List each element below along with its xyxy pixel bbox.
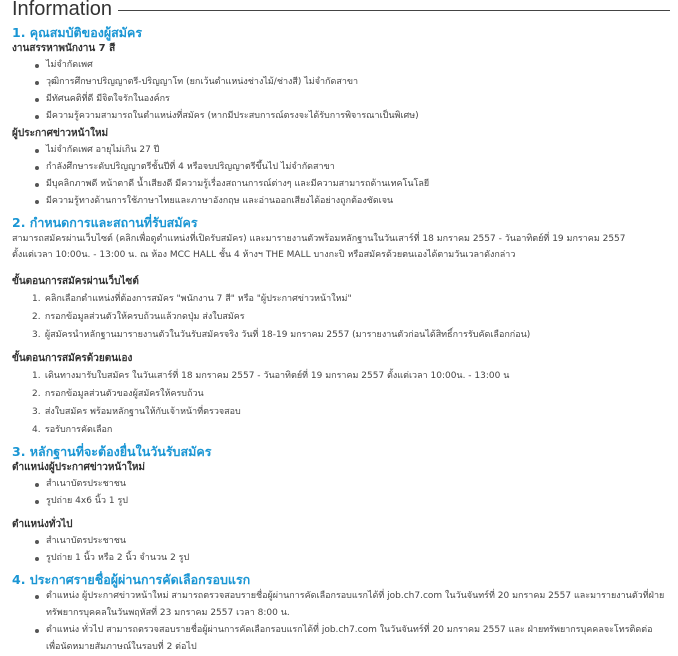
documents-list-general (12, 533, 670, 567)
schedule-intro-line2: ตั้งแต่เวลา 10:00น. - 13:00 น. ณ ห้อง MCC HALL ชั้น 4 ห้างฯ THE MALL บางกะปิ หรือสมัครด้วยตนเองได้ตามวันเวลาดังกล่าว (12, 250, 516, 260)
list-item: มีความรู้ทางด้านการใช้ภาษาไทยและภาษาอังกฤษ และอ่านออกเสียงได้อย่างถูกต้องชัดเจน (34, 193, 670, 210)
list-item: 3. ส่งใบสมัคร พร้อมหลักฐานให้กับเจ้าหน้าที่ตรวจสอบ (32, 407, 241, 417)
list-item: รูปถ่าย 1 นิ้ว หรือ 2 นิ้ว จำนวน 2 รูป (34, 550, 670, 567)
subheading-walkin-steps: ขั้นตอนการสมัครด้วยตนเอง (12, 353, 133, 364)
list-item: ไม่จำกัดเพศ (34, 57, 670, 74)
subheading-news-anchor: ผู้ประกาศข่าวหน้าใหม่ (12, 128, 109, 139)
online-steps-list (12, 290, 670, 344)
title-divider (118, 10, 670, 11)
subheading-online-steps: ขั้นตอนการสมัครผ่านเว็บไซต์ (12, 276, 139, 287)
list-item: ตำแหน่ง ผู้ประกาศข่าวหน้าใหม่ สามารถตรวจสอบรายชื่อผู้ผ่านการคัดเลือกรอบแรกได้ที่ job.ch7.com ในวันจันทร์ที่ 20 มกราคม 2557 และมารายงานตัวที่ฝ่ายทรัพยากรบุคคลในวันพฤหัสที่ 23 มกราคม 2557 เวลา 8:00 น. (34, 588, 670, 622)
documents-list-anchor (12, 476, 670, 510)
list-item: มีทัศนคติที่ดี มีจิตใจรักในองค์กร (34, 91, 670, 108)
list-item: 3. ผู้สมัครนำหลักฐานมารายงานตัวในวันรับสมัครจริง วันที่ 18-19 มกราคม 2557 (มารายงานตัวก่อนได้สิทธิ์การรับคัดเลือกก่อน) (32, 330, 531, 340)
section-heading-documents: 3. หลักฐานที่จะต้องยื่นในวันรับสมัคร (12, 444, 212, 459)
walkin-steps-list (12, 367, 670, 439)
list-item: มีความรู้ความสามารถในตำแหน่งที่สมัคร (หากมีประสบการณ์ตรงจะได้รับการพิจารณาเป็นพิเศษ) (34, 108, 670, 125)
schedule-intro-line1: สามารถสมัครผ่านเว็บไซต์ (คลิกเพื่อดูตำแหน่งที่เปิดรับสมัคร) และมารายงานตัวพร้อมหลักฐานในวันเสาร์ที่ 18 มกราคม 2557 - วันอาทิตย์ที่ 19 มกราคม 2557 (12, 234, 626, 244)
list-item: มีบุคลิกภาพดี หน้าตาดี น้ำเสียงดี มีความรู้เรื่องสถานการณ์ต่างๆ และมีความสามารถด้านเทคโนโลยี (34, 176, 670, 193)
list-item: สำเนาบัตรประชาชน (34, 476, 670, 493)
section-heading-qualifications: 1. คุณสมบัติของผู้สมัคร (12, 25, 143, 40)
list-item: รูปถ่าย 4x6 นิ้ว 1 รูป (34, 493, 670, 510)
section-heading-results: 4. ประกาศรายชื่อผู้ผ่านการคัดเลือกรอบแรก (12, 572, 251, 587)
list-item: 2. กรอกข้อมูลส่วนตัวให้ครบถ้วนแล้วกดปุ่ม ส่งใบสมัคร (32, 312, 245, 322)
subheading-staff-7color: งานสรรหาพนักงาน 7 สี (12, 43, 116, 54)
list-item: 2. กรอกข้อมูลส่วนตัวของผู้สมัครให้ครบถ้วน (32, 389, 204, 399)
list-item: ไม่จำกัดเพศ อายุไม่เกิน 27 ปี (34, 142, 670, 159)
qualification-list-anchor (12, 142, 670, 210)
list-item: กำลังศึกษาระดับปริญญาตรีชั้นปีที่ 4 หรือจบปริญญาตรีขึ้นไป ไม่จำกัดสาขา (34, 159, 670, 176)
subheading-anchor-documents: ตำแหน่งผู้ประกาศข่าวหน้าใหม่ (12, 462, 146, 473)
list-item: 1. เดินทางมารับใบสมัคร ในวันเสาร์ที่ 18 มกราคม 2557 - วันอาทิตย์ที่ 19 มกราคม 2557 ตั้งแต่เวลา 10:00น. - 13:00 น (32, 371, 510, 381)
subheading-general-documents: ตำแหน่งทั่วไป (12, 519, 73, 530)
qualification-list-staff (12, 57, 670, 125)
list-item: สำเนาบัตรประชาชน (34, 533, 670, 550)
list-item: วุฒิการศึกษาปริญญาตรี-ปริญญาโท (ยกเว้นตำแหน่งช่างไม้/ช่างสี) ไม่จำกัดสาขา (34, 74, 670, 91)
results-list (12, 588, 670, 656)
list-item: 1. คลิกเลือกตำแหน่งที่ต้องการสมัคร "พนักงาน 7 สี" หรือ "ผู้ประกาศข่าวหน้าใหม่" (32, 294, 352, 304)
list-item: 4. รอรับการคัดเลือก (32, 425, 113, 435)
list-item: ตำแหน่ง ทั่วไป สามารถตรวจสอบรายชื่อผู้ผ่านการคัดเลือกรอบแรกได้ที่ job.ch7.com ในวันจันทร์ที่ 20 มกราคม 2557 และ ฝ่ายทรัพยากรบุคคลจะโทรติดต่อเพื่อนัดหมายสัมภาษณ์ในรอบที่ 2 ต่อไป (34, 622, 670, 656)
title-row (12, 0, 670, 20)
page-title: Information (12, 0, 113, 20)
section-heading-schedule: 2. กำหนดการและสถานที่รับสมัคร (12, 215, 198, 230)
